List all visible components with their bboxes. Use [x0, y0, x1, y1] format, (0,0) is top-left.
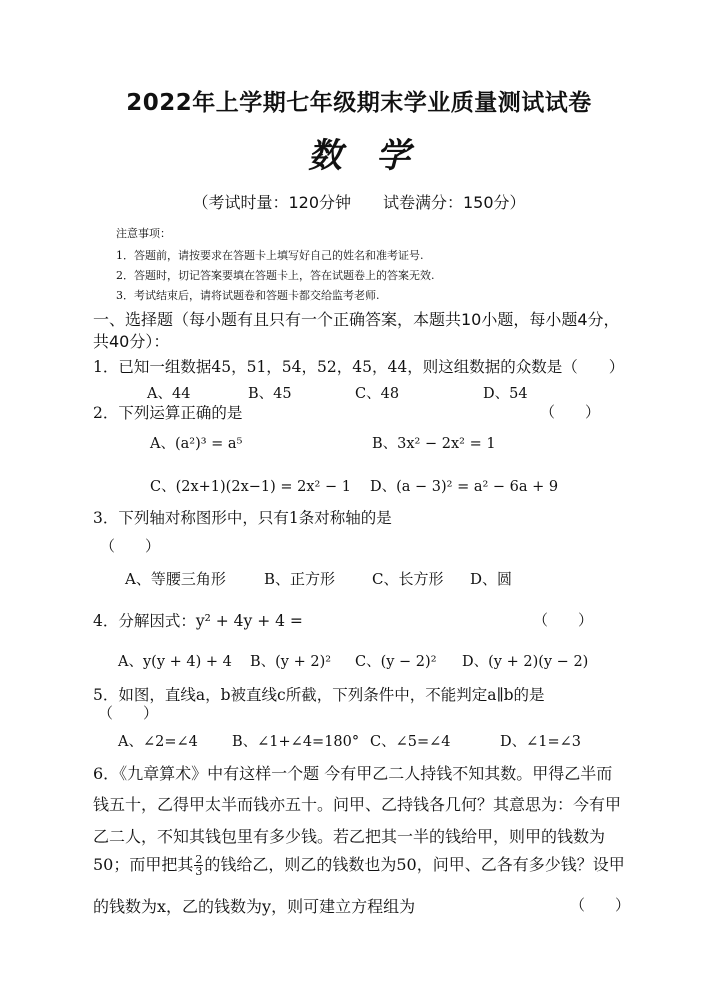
question-4-option-c: C、(y − 2)² — [355, 654, 437, 670]
question-6-line-4 — [93, 852, 625, 877]
question-6-answer-paren: （ ） — [570, 896, 631, 914]
question-3-option-c: C、长方形 — [372, 570, 444, 588]
question-6-line-2: 钱五十，乙得甲太半而钱亦五十。问甲、乙持钱各几何？其意思为：今有甲 — [93, 795, 622, 814]
question-6-line-4-start: 50；而甲把其 — [93, 855, 194, 874]
question-3-stem: 3．下列轴对称图形中，只有1条对称轴的是 — [93, 509, 392, 527]
question-2-stem: 2．下列运算正确的是 — [93, 404, 243, 422]
notes-item-3: 3．考试结束后，请将试题卷和答题卡都交给监考老师. — [116, 289, 380, 302]
question-6-line-4-end: 的钱给乙，则乙的钱数也为50，问甲、乙各有多少钱？设甲 — [204, 855, 625, 874]
question-5-option-a: A、∠2=∠4 — [118, 734, 198, 750]
question-4-answer-paren: （ ） — [533, 611, 594, 629]
question-1-option-c: C、48 — [355, 386, 400, 402]
exam-title: 2022年上学期七年级期末学业质量测试试卷 — [126, 90, 592, 116]
question-3-option-d: D、圆 — [470, 570, 513, 588]
question-5-answer-paren: （ ） — [98, 704, 159, 722]
question-6-line-3: 乙二人，不知其钱包里有多少钱。若乙把其一半的钱给甲，则甲的钱数为 — [93, 827, 606, 846]
fraction-numerator: 2 — [195, 853, 203, 866]
question-4-option-b: B、(y + 2)² — [250, 654, 332, 670]
question-4-option-a: A、y(y + 4) + 4 — [118, 654, 232, 670]
question-1-stem: 1．已知一组数据45，51，54，52，45，44，则这组数据的众数是（ ） — [93, 358, 625, 376]
question-5-option-b: B、∠1+∠4=180° — [232, 734, 360, 750]
question-4-option-d: D、(y + 2)(y − 2) — [462, 654, 589, 670]
notes-item-2: 2．答题时，切记答案要填在答题卡上，答在试题卷上的答案无效. — [116, 269, 435, 282]
question-5-option-d: D、∠1=∠3 — [500, 734, 582, 750]
two-thirds-fraction — [194, 854, 203, 877]
notes-heading: 注意事项： — [116, 227, 171, 240]
section-heading-line1: 一、选择题（每小题有且只有一个正确答案，本题共10小题，每小题4分， — [93, 310, 620, 329]
question-5-option-c: C、∠5=∠4 — [370, 734, 451, 750]
question-1-option-a: A、44 — [147, 386, 191, 402]
question-5-stem: 5．如图，直线a，b被直线c所截，下列条件中，不能判定a∥b的是 — [93, 686, 545, 704]
question-2-option-d: D、(a − 3)² = a² − 6a + 9 — [370, 479, 559, 495]
fraction-denominator: 3 — [195, 865, 203, 878]
question-3-answer-paren: （ ） — [100, 537, 161, 555]
section-heading-line2: 共40分）： — [93, 332, 170, 351]
question-3-option-b: B、正方形 — [264, 570, 336, 588]
subject-title: 数学 — [308, 136, 444, 176]
exam-time-info: （考试时量：120分钟 试卷满分：150分） — [192, 193, 526, 212]
question-1-option-d: D、54 — [483, 386, 528, 402]
question-4-stem: 4．分解因式：y² + 4y + 4 = — [93, 612, 303, 630]
notes-item-1: 1．答题前，请按要求在答题卡上填写好自己的姓名和准考证号. — [116, 249, 424, 262]
question-1-option-b: B、45 — [248, 386, 292, 402]
question-3-option-a: A、等腰三角形 — [125, 570, 226, 588]
question-6-line-1: 6．《九章算术》中有这样一个题 今有甲乙二人持钱不知其数。甲得乙半而 — [93, 764, 613, 783]
question-2-option-a: A、(a²)³ = a⁵ — [150, 436, 243, 452]
question-6-line-5: 的钱数为x，乙的钱数为y，则可建立方程组为 — [93, 897, 416, 916]
question-2-answer-paren: （ ） — [540, 403, 601, 421]
question-2-option-b: B、3x² − 2x² = 1 — [372, 436, 496, 452]
question-2-option-c: C、(2x+1)(2x−1) = 2x² − 1 — [150, 479, 351, 495]
